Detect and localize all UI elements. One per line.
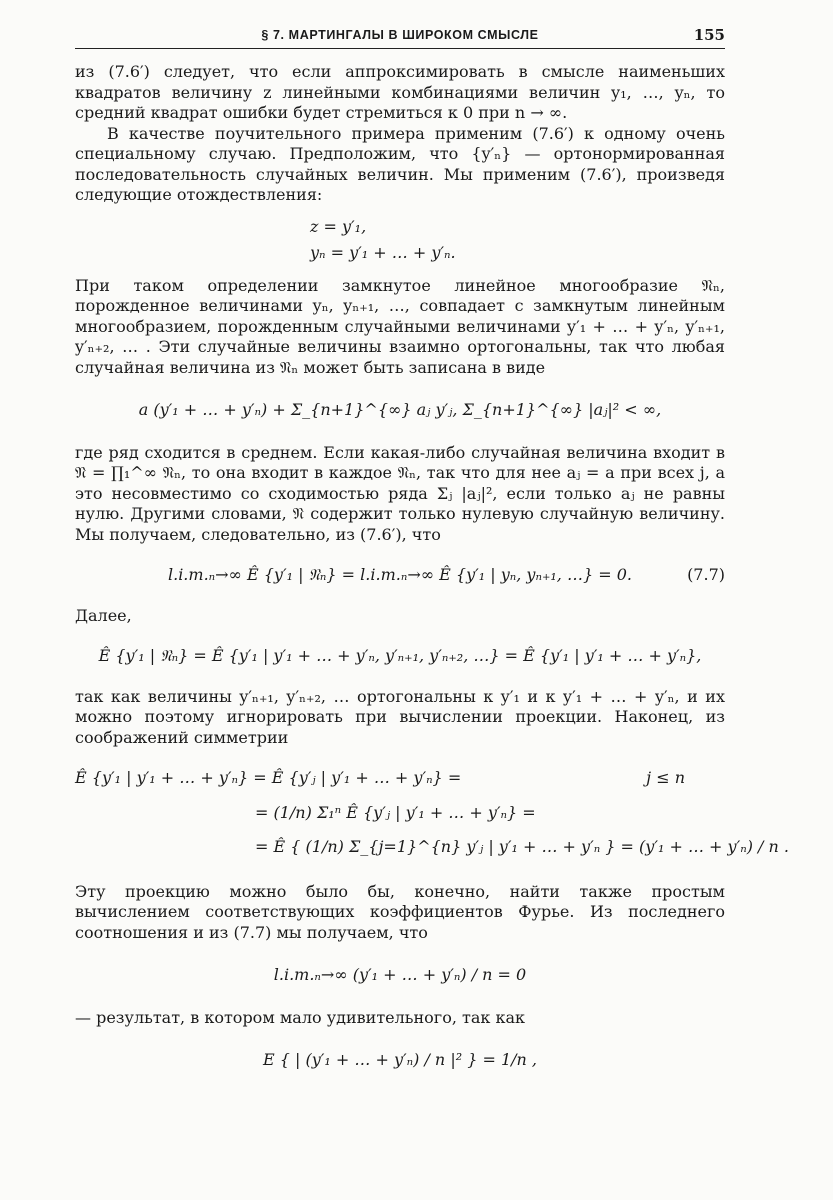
paragraph: Далее,: [75, 605, 132, 625]
equation-limit: l.i.m.ₙ→∞ (y′₁ + … + y′ₙ) / n = 0: [273, 965, 527, 984]
equation-symmetry-1-body: Ê {y′₁ | y′₁ + … + y′ₙ} = Ê {y′ⱼ | y′₁ + … + y′ₙ} =: [75, 768, 462, 787]
section-title: § 7. МАРТИНГАЛЫ В ШИРОКОМ СМЫСЛЕ: [261, 28, 539, 42]
running-header: [75, 24, 725, 49]
equation-condition: j ≤ n: [646, 768, 685, 787]
paragraph: При таком определении замкнутое линейное многообразие 𝔑ₙ, порожденное величинами yₙ, yₙ₊₁, …, совпадает с замкнутым линейным многообразием, порожденным случайными величинами y′₁ + … + y′ₙ, y′ₙ₊₁, y′ₙ₊₂, … . Эти случайные величины взаимно ортогональны, так что любая случайная величина из 𝔑ₙ может быть записана в виде: [75, 275, 725, 377]
equation-7-7: [75, 565, 725, 586]
paragraph: — результат, в котором мало удивительного, так как: [75, 1007, 526, 1027]
page-number: 155: [693, 26, 725, 44]
page-body: [75, 62, 789, 1093]
equation-symmetry-3: = Ê { (1/n) Σ_{j=1}^{n} y′ⱼ | y′₁ + … + y′ₙ } = (y′₁ + … + y′ₙ) / n .: [255, 837, 789, 856]
equation-series: a (y′₁ + … + y′ₙ) + Σ_{n+1}^{∞} aⱼ y′ⱼ, Σ_{n+1}^{∞} |aⱼ|² < ∞,: [138, 400, 662, 419]
paragraph: Эту проекцию можно было бы, конечно, найти также простым вычислением соответствующих коэффициентов Фурье. Из последнего соотношения и из (7.7) мы получаем, что: [75, 881, 725, 942]
equation-identification-yn: yₙ = y′₁ + … + y′ₙ.: [310, 242, 456, 262]
equation-7-7-body: l.i.m.ₙ→∞ Ê {y′₁ | 𝔑ₙ} = l.i.m.ₙ→∞ Ê {y′₁ | yₙ, yₙ₊₁, …} = 0.: [167, 565, 633, 584]
equation-final: E { | (y′₁ + … + y′ₙ) / n |² } = 1/n ,: [262, 1050, 538, 1069]
paragraph: где ряд сходится в среднем. Если какая-либо случайная величина входит в 𝔑 = ∏₁^∞ 𝔑ₙ, то она входит в каждое 𝔑ₙ, так что для нее aⱼ = a при всех j, а это несовместимо со сходимостью ряда Σⱼ |aⱼ|², если только aⱼ не равны нулю. Другими словами, 𝔑 содержит только нулевую случайную величину. Мы получаем, следовательно, из (7.6′), что: [75, 442, 725, 544]
paragraph: В качестве поучительного примера применим (7.6′) к одному очень специальному случаю. Предположим, что {y′ₙ} — ортонормированная последовательность случайных величин. Мы применим (7.6′), произведя следующие отождествления:: [75, 123, 725, 204]
paragraph: так как величины y′ₙ₊₁, y′ₙ₊₂, … ортогональны к y′₁ и к y′₁ + … + y′ₙ, и их можно поэтому игнорировать при вычислении проекции. Наконец, из соображений симметрии: [75, 686, 725, 747]
equation-projection: Ê {y′₁ | 𝔑ₙ} = Ê {y′₁ | y′₁ + … + y′ₙ, y′ₙ₊₁, y′ₙ₊₂, …} = Ê {y′₁ | y′₁ + … + y′ₙ},: [98, 646, 702, 665]
equation-symmetry-1: [75, 768, 725, 789]
paragraph: из (7.6′) следует, что если аппроксимировать в смысле наименьших квадратов величину z линейными комбинациями величин y₁, …, yₙ, то средний квадрат ошибки будет стремиться к 0 при n → ∞.: [75, 62, 725, 122]
equation-identification-z: z = y′₁,: [310, 216, 367, 236]
equation-symmetry-2: = (1/n) Σ₁ⁿ Ê {y′ⱼ | y′₁ + … + y′ₙ} =: [255, 802, 536, 822]
equation-number: (7.7): [687, 565, 725, 584]
